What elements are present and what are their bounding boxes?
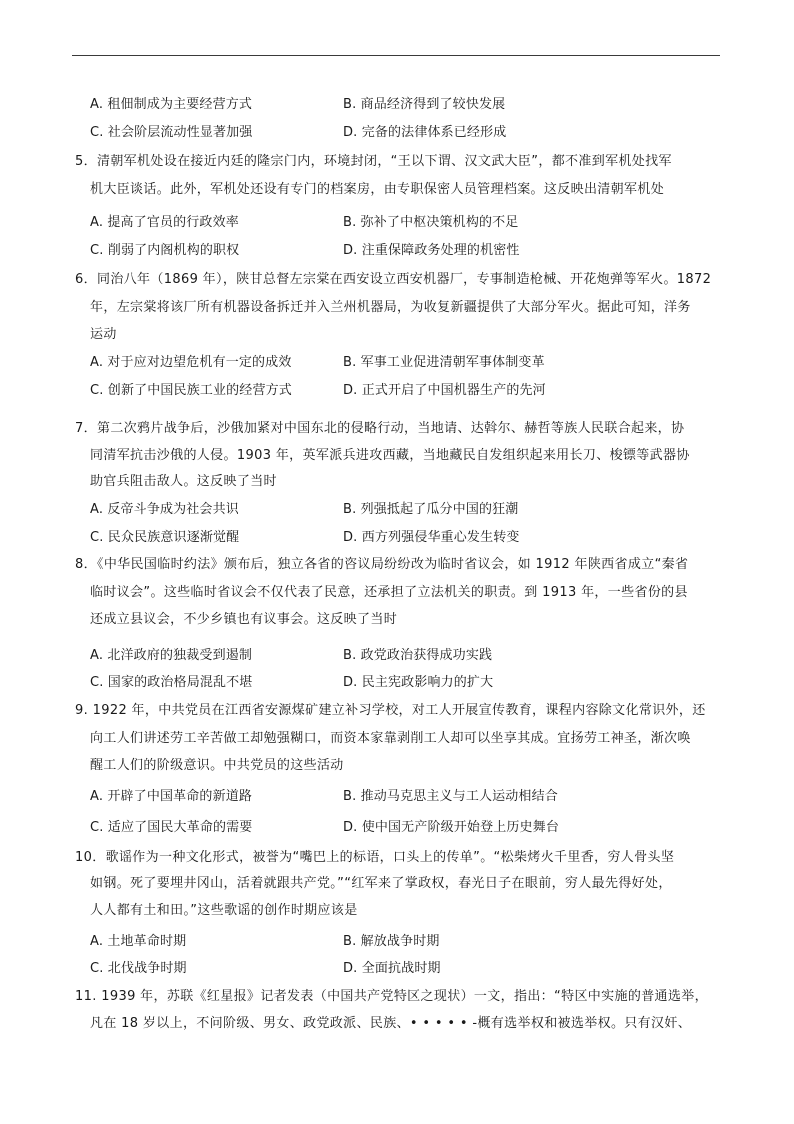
q9-option-c: C. 适应了国民大革命的需要 bbox=[90, 820, 253, 835]
q5-stem-line: 5．清朝军机处设在接近内廷的隆宗门内，环境封闭，“王以下谓、汉文武大臣”，都不准到军机处找军 bbox=[75, 154, 672, 169]
q10-option-b: B. 解放战争时期 bbox=[343, 934, 440, 949]
q4-option-b: B. 商品经济得到了较快发展 bbox=[343, 97, 506, 112]
q5-stem-line: 机大臣谈话。此外，军机处还设有专门的档案房，由专职保密人员管理档案。这反映出清朝军机处 bbox=[90, 182, 665, 197]
q9-stem-line: 9. 1922 年，中共党员在江西省安源煤矿建立补习学校，对工人开展宣传教育，课程内容除文化常识外，还 bbox=[75, 703, 706, 718]
q5-option-c: C. 削弱了内阁机构的职权 bbox=[90, 243, 240, 258]
q7-option-a: A. 反帝斗争成为社会共识 bbox=[90, 502, 239, 517]
q8-option-a: A. 北洋政府的独裁受到遏制 bbox=[90, 648, 253, 663]
q7-option-c: C. 民众民族意识逐渐觉醒 bbox=[90, 530, 240, 545]
q4-option-a: A. 租佃制成为主要经营方式 bbox=[90, 97, 253, 112]
q10-option-d: D. 全面抗战时期 bbox=[343, 961, 441, 976]
q8-option-c: C. 国家的政治格局混乱不堪 bbox=[90, 675, 253, 690]
q9-option-d: D. 使中国无产阶级开始登上历史舞台 bbox=[343, 820, 559, 835]
q7-option-d: D. 西方列强侵华重心发生转变 bbox=[343, 530, 520, 545]
q10-stem-line: 如钢。死了要埋井冈山，活着就跟共产党。”“红军来了掌政权，春光日子在眼前，穷人最先得好处， bbox=[90, 876, 672, 891]
q7-stem-line: 7．第二次鸦片战争后，沙俄加紧对中国东北的侵略行动，当地请、达斡尔、赫哲等族人民联合起来，协 bbox=[75, 421, 685, 436]
q6-option-b: B. 军事工业促进清朝军事体制变革 bbox=[343, 355, 545, 370]
q9-stem-line: 醒工人们的阶级意识。中共党员的这些活动 bbox=[90, 758, 344, 773]
q5-option-d: D. 注重保障政务处理的机密性 bbox=[343, 243, 520, 258]
q7-stem-line: 助官兵阻击敌人。这反映了当时 bbox=[90, 474, 277, 489]
q8-option-d: D. 民主宪政影响力的扩大 bbox=[343, 675, 494, 690]
q10-stem-line: 10．歌谣作为一种文化形式，被誉为“嘴巴上的标语，口头上的传单”。“松柴烤火千里香，穷人骨头坚 bbox=[75, 850, 675, 865]
q11-stem-line: 11. 1939 年，苏联《红星报》记者发表（中国共产党特区之现状）一文，指出：“特区中实施的普通选举， bbox=[75, 989, 708, 1004]
q7-option-b: B. 列强抵起了瓜分中国的狂潮 bbox=[343, 502, 519, 517]
q8-option-b: B. 政党政治获得成功实践 bbox=[343, 648, 493, 663]
q4-option-c: C. 社会阶层流动性显著加强 bbox=[90, 125, 253, 140]
q6-stem-line: 年，左宗棠将该厂所有机器设备拆迁并入兰州机器局，为收复新疆提供了大部分军火。据此可知，洋务 bbox=[90, 300, 691, 315]
q6-option-a: A. 对于应对边望危机有一定的成效 bbox=[90, 355, 292, 370]
header-rule bbox=[72, 55, 720, 56]
q6-stem-line: 运动 bbox=[90, 327, 117, 342]
q10-option-c: C. 北伐战争时期 bbox=[90, 961, 187, 976]
q9-option-b: B. 推动马克思主义与工人运动相结合 bbox=[343, 789, 558, 804]
q8-stem-line: 临时议会”。这些临时省议会不仅代表了民意，还承担了立法机关的职责。到 1913 年，一些省份的县 bbox=[90, 585, 688, 600]
q6-option-c: C. 创新了中国民族工业的经营方式 bbox=[90, 383, 292, 398]
q7-stem-line: 同清军抗击沙俄的人侵。1903 年，英军派兵进攻西藏，当地藏民自发组织起来用长刀、梭镖等武器协 bbox=[90, 448, 690, 463]
q10-stem-line: 人人都有土和田。”这些歌谣的创作时期应该是 bbox=[90, 903, 358, 918]
q8-stem-line: 8．《中华民国临时约法》颁布后，独立各省的咨议局纷纷改为临时省议会，如 1912 年陕西省成立“秦省 bbox=[75, 557, 689, 572]
q9-stem-line: 向工人们讲述劳工辛苦做工却勉强糊口，而资本家靠剥削工人却可以坐享其成。宜扬劳工神圣，渐次唤 bbox=[90, 731, 691, 746]
q4-option-d: D. 完备的法律体系已经形成 bbox=[343, 125, 507, 140]
q8-stem-line: 还成立县议会，不少乡镇也有议事会。这反映了当时 bbox=[90, 612, 398, 627]
q5-option-a: A. 提高了官员的行政效率 bbox=[90, 215, 239, 230]
q9-option-a: A. 开辟了中国革命的新道路 bbox=[90, 789, 253, 804]
q5-option-b: B. 弥补了中枢决策机构的不足 bbox=[343, 215, 519, 230]
q10-option-a: A. 土地革命时期 bbox=[90, 934, 187, 949]
q6-option-d: D. 正式开启了中国机器生产的先河 bbox=[343, 383, 546, 398]
q6-stem-line: 6．同治八年（1869 年），陕甘总督左宗棠在西安设立西安机器厂，专事制造枪械、开花炮弹等军火。1872 bbox=[75, 272, 712, 287]
q11-stem-line: 凡在 18 岁以上，不问阶级、男女、政党政派、民族、• • • • • -概有选举权和被选举权。只有汉奸、 bbox=[90, 1016, 692, 1031]
